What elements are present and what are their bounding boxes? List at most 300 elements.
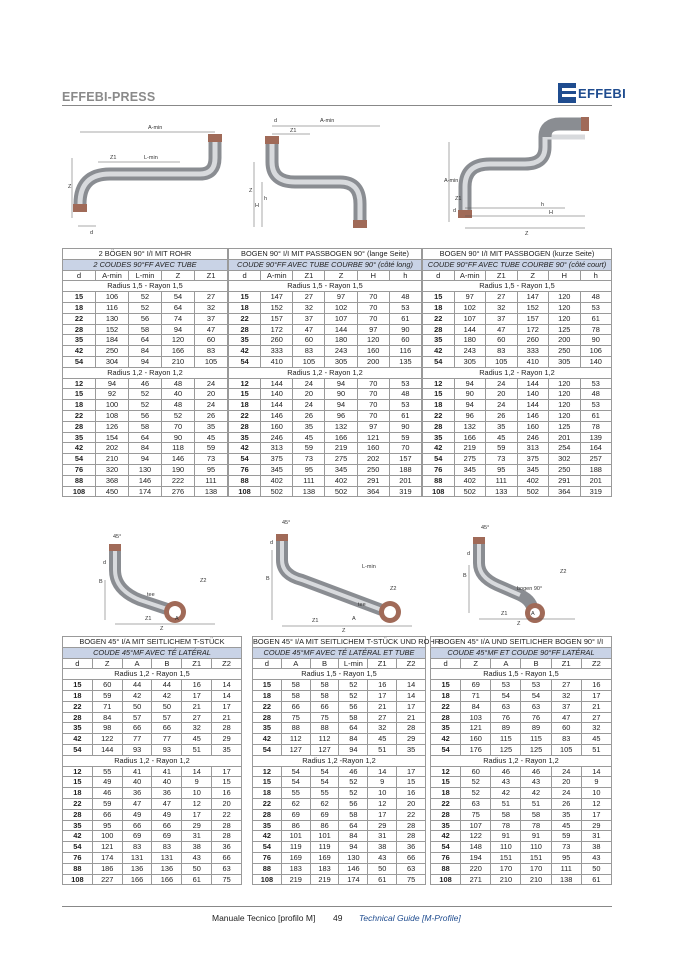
table-row xyxy=(63,852,242,863)
label: A-min xyxy=(148,125,163,131)
table-cell: 96 xyxy=(325,410,357,421)
table-cell: 88 xyxy=(253,863,282,874)
table-cell: 75 xyxy=(310,712,339,723)
table-cell: 176 xyxy=(461,744,491,755)
table-cell: 144 xyxy=(325,324,357,335)
table-cell: 36 xyxy=(152,788,182,799)
table-cell: 174 xyxy=(129,486,162,497)
table-cell: 37 xyxy=(195,313,228,324)
table-cell: 180 xyxy=(454,335,486,346)
column-header: Z1 xyxy=(486,270,518,281)
table-cell: 210 xyxy=(162,356,195,367)
table-row xyxy=(431,831,612,842)
table-cell: 32 xyxy=(368,723,397,734)
table-row xyxy=(229,302,422,313)
table-section-row xyxy=(63,367,228,378)
table-cell: 169 xyxy=(281,852,310,863)
table-cell: 50 xyxy=(152,701,182,712)
table-cell: 18 xyxy=(63,788,93,799)
table-row xyxy=(431,690,612,701)
table-cell: 66 xyxy=(310,701,339,712)
table-subtitle-row xyxy=(63,259,228,270)
table-cell: 54 xyxy=(281,766,310,777)
table-cell: 78 xyxy=(580,421,612,432)
label: Z xyxy=(68,184,72,190)
column-header: A xyxy=(122,658,152,669)
table-cell: 48 xyxy=(162,400,195,411)
table-cell: 28 xyxy=(63,324,96,335)
table-title: BOGEN 90° I/I MIT PASSBOGEN (kurze Seite) xyxy=(423,249,612,260)
table-cell: 32 xyxy=(551,690,581,701)
table-title-row xyxy=(63,637,242,648)
table-cell: 54 xyxy=(281,777,310,788)
column-header: Z2 xyxy=(397,658,426,669)
label: L-min xyxy=(144,155,158,161)
table-cell: 28 xyxy=(63,809,93,820)
column-header: A xyxy=(491,658,521,669)
footer-left-text: Manuale Tecnico [profilo M] xyxy=(212,913,316,923)
table-cell: 22 xyxy=(431,798,461,809)
table-row xyxy=(253,744,426,755)
table-cell: 31 xyxy=(368,831,397,842)
table-cell: 28 xyxy=(212,723,242,734)
table-cell: 50 xyxy=(581,863,611,874)
table-cell: 183 xyxy=(281,863,310,874)
table-cell: 166 xyxy=(122,874,152,885)
table-row xyxy=(253,723,426,734)
table-row xyxy=(253,766,426,777)
table-cell: 10 xyxy=(182,788,212,799)
label: d xyxy=(103,560,107,566)
table-cell: 94 xyxy=(454,378,486,389)
table-cell: 120 xyxy=(549,292,581,303)
table-cell: 22 xyxy=(253,798,282,809)
table-cell: 73 xyxy=(195,454,228,465)
table-cell: 120 xyxy=(357,335,389,346)
table-row xyxy=(63,378,228,389)
table-cell: 127 xyxy=(310,744,339,755)
table-cell: 35 xyxy=(253,820,282,831)
table-2-elbows-with-pipe xyxy=(62,248,228,497)
table-cell: 90 xyxy=(454,389,486,400)
table-cell: 146 xyxy=(339,863,368,874)
label: h xyxy=(541,202,545,208)
table-subtitle-row xyxy=(229,259,422,270)
table-subtitle: COUDE 45°MF AVEC TÉ LATÉRAL ET TUBE xyxy=(253,647,426,658)
table-cell: 45 xyxy=(182,734,212,745)
table-cell: 50 xyxy=(182,863,212,874)
table-cell: 14 xyxy=(397,680,426,691)
table-row xyxy=(431,680,612,691)
table-cell: 157 xyxy=(517,313,549,324)
table-cell: 28 xyxy=(63,712,93,723)
table-row xyxy=(423,335,612,346)
table-cell: 94 xyxy=(129,454,162,465)
column-header: Z1 xyxy=(551,658,581,669)
table-cell: 54 xyxy=(423,454,455,465)
label: Z1 xyxy=(455,196,462,202)
table-cell: 35 xyxy=(63,820,93,831)
table-cell: 53 xyxy=(521,680,551,691)
table-cell: 42 xyxy=(63,443,96,454)
table-cell: 54 xyxy=(310,777,339,788)
table-cell: 95 xyxy=(486,464,518,475)
table-cell: 18 xyxy=(229,400,261,411)
table-row xyxy=(253,680,426,691)
table-cell: 410 xyxy=(517,356,549,367)
table-cell: 20 xyxy=(486,389,518,400)
table-cell: 52 xyxy=(162,410,195,421)
table-cell: 170 xyxy=(521,863,551,874)
table-cell: 48 xyxy=(580,292,612,303)
table-cell: 32 xyxy=(293,302,325,313)
table-cell: 140 xyxy=(261,389,293,400)
table-cell: 102 xyxy=(454,302,486,313)
table-cell: 61 xyxy=(580,313,612,324)
column-header: d xyxy=(63,658,93,669)
table-cell: 73 xyxy=(551,842,581,853)
table-cell: 97 xyxy=(454,292,486,303)
table-cell: 58 xyxy=(129,324,162,335)
table-row xyxy=(229,486,422,497)
table-cell: 70 xyxy=(357,313,389,324)
table-cell: 59 xyxy=(92,690,122,701)
table-cell: 43 xyxy=(491,777,521,788)
table-cell: 15 xyxy=(431,777,461,788)
section-label: Radius 1,5 - Rayon 1,5 xyxy=(431,669,612,680)
table-cell: 139 xyxy=(580,432,612,443)
table-cell: 125 xyxy=(491,744,521,755)
table-cell: 106 xyxy=(96,292,129,303)
table-cell: 257 xyxy=(580,454,612,465)
table-row xyxy=(253,701,426,712)
table-cell: 66 xyxy=(152,723,182,734)
table-cell: 18 xyxy=(423,400,455,411)
table-cell: 59 xyxy=(551,831,581,842)
table-cell: 146 xyxy=(129,475,162,486)
table-cell: 313 xyxy=(261,443,293,454)
table-cell: 125 xyxy=(549,324,581,335)
table-cell: 83 xyxy=(293,346,325,357)
column-header: d xyxy=(253,658,282,669)
table-row xyxy=(63,680,242,691)
table-section-row xyxy=(253,755,426,766)
table-cell: 54 xyxy=(63,454,96,465)
table-cell: 45 xyxy=(293,432,325,443)
table-cell: 144 xyxy=(454,324,486,335)
table-cell: 20 xyxy=(397,798,426,809)
table-cell: 40 xyxy=(162,389,195,400)
table-cell: 402 xyxy=(517,475,549,486)
table-cell: 101 xyxy=(310,831,339,842)
table-cell: 15 xyxy=(63,777,93,788)
section-label: Radius 1,2 - Rayon 1,2 xyxy=(431,755,612,766)
table-subtitle-row xyxy=(63,647,242,658)
label: Z xyxy=(342,628,346,634)
table-cell: 47 xyxy=(551,712,581,723)
table-row xyxy=(229,400,422,411)
table-row xyxy=(63,324,228,335)
table-cell: 83 xyxy=(122,842,152,853)
table-section-row xyxy=(63,281,228,292)
table-section-row xyxy=(253,669,426,680)
table-cell: 105 xyxy=(551,744,581,755)
label: Z xyxy=(249,188,253,194)
table-cell: 111 xyxy=(486,475,518,486)
table-row xyxy=(63,313,228,324)
table-row xyxy=(229,410,422,421)
table-row xyxy=(63,335,228,346)
table-cell: 320 xyxy=(96,464,129,475)
table-row xyxy=(63,777,242,788)
table-cell: 69 xyxy=(122,831,152,842)
table-cell: 157 xyxy=(389,454,421,465)
table-cell: 76 xyxy=(63,852,93,863)
table-cell: 54 xyxy=(431,744,461,755)
table-cell: 276 xyxy=(162,486,195,497)
table-cell: 59 xyxy=(389,432,421,443)
table-cell: 47 xyxy=(195,324,228,335)
table-cell: 45 xyxy=(486,432,518,443)
table-cell: 50 xyxy=(122,701,152,712)
column-header: B xyxy=(521,658,551,669)
label: Z2 xyxy=(200,578,207,584)
table-cell: 21 xyxy=(182,701,212,712)
table-cell: 52 xyxy=(339,777,368,788)
table-cell: 28 xyxy=(63,421,96,432)
table-cell: 70 xyxy=(357,302,389,313)
table-cell: 59 xyxy=(92,798,122,809)
diagram-elbow-short-side xyxy=(445,112,605,237)
table-cell: 88 xyxy=(281,723,310,734)
table-cell: 61 xyxy=(389,313,421,324)
table-header-row xyxy=(423,270,612,281)
table-cell: 120 xyxy=(549,389,581,400)
table-45-elbow-tee xyxy=(62,636,242,885)
table-cell: 37 xyxy=(486,313,518,324)
table-cell: 210 xyxy=(491,874,521,885)
section-label: Radius 1,2 - Rayon 1,2 xyxy=(229,367,422,378)
table-cell: 15 xyxy=(63,680,93,691)
table-cell: 75 xyxy=(461,809,491,820)
table-cell: 94 xyxy=(162,324,195,335)
table-cell: 144 xyxy=(261,378,293,389)
table-row xyxy=(431,842,612,853)
table-cell: 402 xyxy=(325,475,357,486)
table-cell: 166 xyxy=(454,432,486,443)
table-cell: 22 xyxy=(63,701,93,712)
table-row xyxy=(431,701,612,712)
footer-divider xyxy=(62,906,612,907)
table-cell: 52 xyxy=(461,788,491,799)
table-cell: 35 xyxy=(423,335,455,346)
table-cell: 51 xyxy=(182,744,212,755)
table-cell: 52 xyxy=(461,777,491,788)
table-cell: 132 xyxy=(325,421,357,432)
table-cell: 17 xyxy=(212,701,242,712)
table-cell: 18 xyxy=(253,788,282,799)
table-cell: 46 xyxy=(339,766,368,777)
table-cell: 49 xyxy=(92,777,122,788)
table-cell: 54 xyxy=(229,454,261,465)
table-cell: 51 xyxy=(491,798,521,809)
table-row xyxy=(63,690,242,701)
table-cell: 94 xyxy=(325,378,357,389)
table-row xyxy=(63,744,242,755)
table-cell: 138 xyxy=(195,486,228,497)
table-cell: 35 xyxy=(293,421,325,432)
table-cell: 305 xyxy=(325,356,357,367)
table-cell: 89 xyxy=(491,723,521,734)
table-cell: 94 xyxy=(129,356,162,367)
table-cell: 27 xyxy=(293,292,325,303)
table-cell: 26 xyxy=(195,410,228,421)
table-subtitle: COUDE 90°FF AVEC TUBE COURBE 90° (côté long) xyxy=(229,259,422,270)
table-cell: 246 xyxy=(517,432,549,443)
table-cell: 10 xyxy=(581,788,611,799)
table-cell: 12 xyxy=(63,378,96,389)
table-row xyxy=(423,400,612,411)
table-title-row xyxy=(63,249,228,260)
table-cell: 220 xyxy=(461,863,491,874)
table-row xyxy=(63,734,242,745)
table-cell: 97 xyxy=(357,421,389,432)
label: L-min xyxy=(362,564,376,570)
table-row xyxy=(63,723,242,734)
table-cell: 27 xyxy=(368,712,397,723)
table-cell: 37 xyxy=(551,701,581,712)
table-cell: 15 xyxy=(431,680,461,691)
table-cell: 28 xyxy=(229,421,261,432)
label: 45° xyxy=(282,520,291,526)
label: tee xyxy=(358,602,366,608)
label: Z1 xyxy=(145,616,152,622)
table-cell: 53 xyxy=(389,378,421,389)
table-cell: 29 xyxy=(397,734,426,745)
table-cell: 131 xyxy=(122,852,152,863)
table-cell: 151 xyxy=(491,852,521,863)
table-cell: 219 xyxy=(454,443,486,454)
table-cell: 502 xyxy=(325,486,357,497)
table-cell: 40 xyxy=(152,777,182,788)
table-cell: 100 xyxy=(96,400,129,411)
section-label: Radius 1,5 - Rayon 1,5 xyxy=(63,281,228,292)
table-cell: 54 xyxy=(63,744,93,755)
table-row xyxy=(229,421,422,432)
table-cell: 120 xyxy=(549,313,581,324)
section-label: Radius 1,5 - Rayon 1,5 xyxy=(253,669,426,680)
table-cell: 63 xyxy=(491,701,521,712)
table-cell: 26 xyxy=(551,798,581,809)
table-cell: 250 xyxy=(549,346,581,357)
column-header: h xyxy=(580,270,612,281)
table-cell: 35 xyxy=(551,809,581,820)
table-cell: 43 xyxy=(521,777,551,788)
table-elbow-long-side xyxy=(228,248,422,497)
table-cell: 62 xyxy=(281,798,310,809)
table-cell: 15 xyxy=(397,777,426,788)
table-cell: 35 xyxy=(431,723,461,734)
table-cell: 219 xyxy=(310,874,339,885)
table-cell: 43 xyxy=(368,852,397,863)
table-cell: 94 xyxy=(454,400,486,411)
table-cell: 125 xyxy=(521,744,551,755)
label: A xyxy=(175,616,179,622)
table-cell: 27 xyxy=(486,292,518,303)
table-row xyxy=(229,356,422,367)
table-cell: 21 xyxy=(212,712,242,723)
table-cell: 108 xyxy=(63,874,93,885)
table-cell: 170 xyxy=(491,863,521,874)
table-cell: 108 xyxy=(431,874,461,885)
table-cell: 48 xyxy=(389,292,421,303)
table-cell: 188 xyxy=(580,464,612,475)
table-title-row xyxy=(229,249,422,260)
table-cell: 64 xyxy=(129,432,162,443)
table-row xyxy=(431,809,612,820)
column-header: Z1 xyxy=(293,270,325,281)
table-cell: 77 xyxy=(122,734,152,745)
table-cell: 28 xyxy=(431,712,461,723)
table-cell: 112 xyxy=(281,734,310,745)
table-cell: 54 xyxy=(423,356,455,367)
table-cell: 48 xyxy=(580,389,612,400)
table-cell: 200 xyxy=(549,335,581,346)
table-cell: 88 xyxy=(229,475,261,486)
table-cell: 174 xyxy=(92,852,122,863)
label: H xyxy=(549,210,553,216)
table-cell: 51 xyxy=(521,798,551,809)
label: 45° xyxy=(113,534,122,540)
column-header: A xyxy=(281,658,310,669)
table-cell: 402 xyxy=(261,475,293,486)
table-cell: 28 xyxy=(397,820,426,831)
table-cell: 243 xyxy=(454,346,486,357)
table-cell: 105 xyxy=(195,356,228,367)
table-cell: 345 xyxy=(454,464,486,475)
table-cell: 152 xyxy=(261,302,293,313)
table-cell: 140 xyxy=(517,389,549,400)
table-cell: 125 xyxy=(549,421,581,432)
table-cell: 86 xyxy=(281,820,310,831)
table-cell: 40 xyxy=(122,777,152,788)
table-cell: 152 xyxy=(96,324,129,335)
table-cell: 166 xyxy=(325,432,357,443)
table-cell: 35 xyxy=(486,421,518,432)
table-row xyxy=(63,863,242,874)
table-section-row xyxy=(63,669,242,680)
column-header: Z xyxy=(162,270,195,281)
table-cell: 53 xyxy=(389,400,421,411)
table-cell: 24 xyxy=(195,378,228,389)
label: 45° xyxy=(481,525,490,531)
table-cell: 61 xyxy=(182,874,212,885)
table-cell: 110 xyxy=(521,842,551,853)
table-cell: 58 xyxy=(129,421,162,432)
table-cell: 120 xyxy=(549,378,581,389)
table-cell: 22 xyxy=(423,410,455,421)
table-cell: 9 xyxy=(368,777,397,788)
table-cell: 59 xyxy=(293,443,325,454)
table-row xyxy=(63,486,228,497)
table-row xyxy=(423,356,612,367)
table-cell: 122 xyxy=(92,734,122,745)
table-row xyxy=(253,798,426,809)
table-cell: 24 xyxy=(293,400,325,411)
table-row xyxy=(63,831,242,842)
label: d xyxy=(274,118,278,124)
label: B xyxy=(266,576,270,582)
